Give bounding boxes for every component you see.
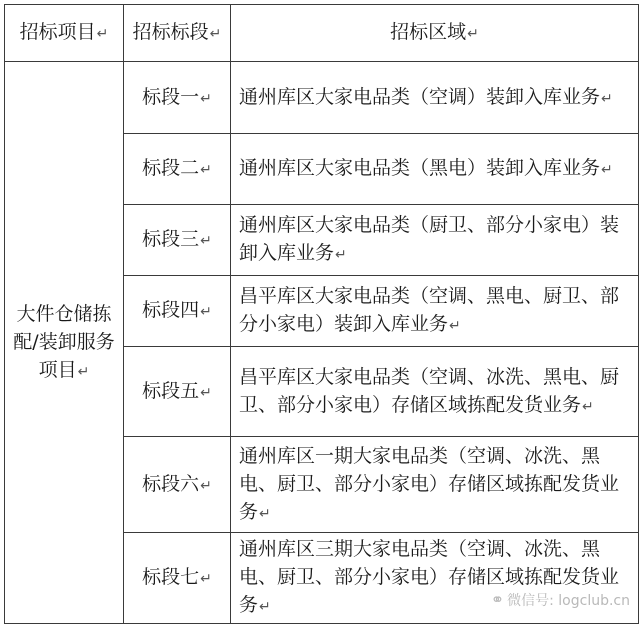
segment-cell: 标段一↵ <box>124 62 231 134</box>
paragraph-mark: ↵ <box>467 26 479 42</box>
project-name-cell: 大件仓储拣配/装卸服务项目↵ <box>5 62 124 624</box>
area-cell: 通州库区大家电品类（空调）装卸入库业务↵ <box>231 62 639 134</box>
header-project: 招标项目↵ <box>5 5 124 62</box>
segment-cell: 标段四↵ <box>124 276 231 347</box>
segment-cell: 标段二↵ <box>124 134 231 205</box>
area-cell: 通州库区三期大家电品类（空调、冰洗、黑电、厨卫、部分小家电）存储区域拣配发货业务↵ <box>231 533 639 624</box>
area-cell: 通州库区一期大家电品类（空调、冰洗、黑电、厨卫、部分小家电）存储区域拣配发货业务↵ <box>231 437 639 533</box>
paragraph-mark: ↵ <box>209 26 222 42</box>
area-cell: 昌平库区大家电品类（空调、黑电、厨卫、部分小家电）装卸入库业务↵ <box>231 276 639 347</box>
segment-cell: 标段六↵ <box>124 437 231 533</box>
segment-cell: 标段三↵ <box>124 205 231 276</box>
area-cell: 通州库区大家电品类（黑电）装卸入库业务↵ <box>231 134 639 205</box>
wechat-watermark <box>491 590 630 610</box>
table-row <box>5 62 639 134</box>
table-header-row <box>5 5 639 62</box>
tender-table <box>4 4 639 624</box>
area-cell: 昌平库区大家电品类（空调、冰洗、黑电、厨卫、部分小家电）存储区域拣配发货业务↵ <box>231 347 639 437</box>
header-area: 招标区域↵ <box>231 5 639 62</box>
wechat-icon: ⚭ <box>490 590 505 609</box>
watermark-text: 微信号: logclub.cn <box>507 593 630 609</box>
segment-cell: 标段七↵ <box>124 533 231 624</box>
area-cell: 通州库区大家电品类（厨卫、部分小家电）装卸入库业务↵ <box>231 205 639 276</box>
paragraph-mark: ↵ <box>96 26 109 42</box>
segment-cell: 标段五↵ <box>124 347 231 437</box>
header-segment: 招标标段↵ <box>124 5 231 62</box>
paragraph-mark: ↵ <box>77 363 90 380</box>
